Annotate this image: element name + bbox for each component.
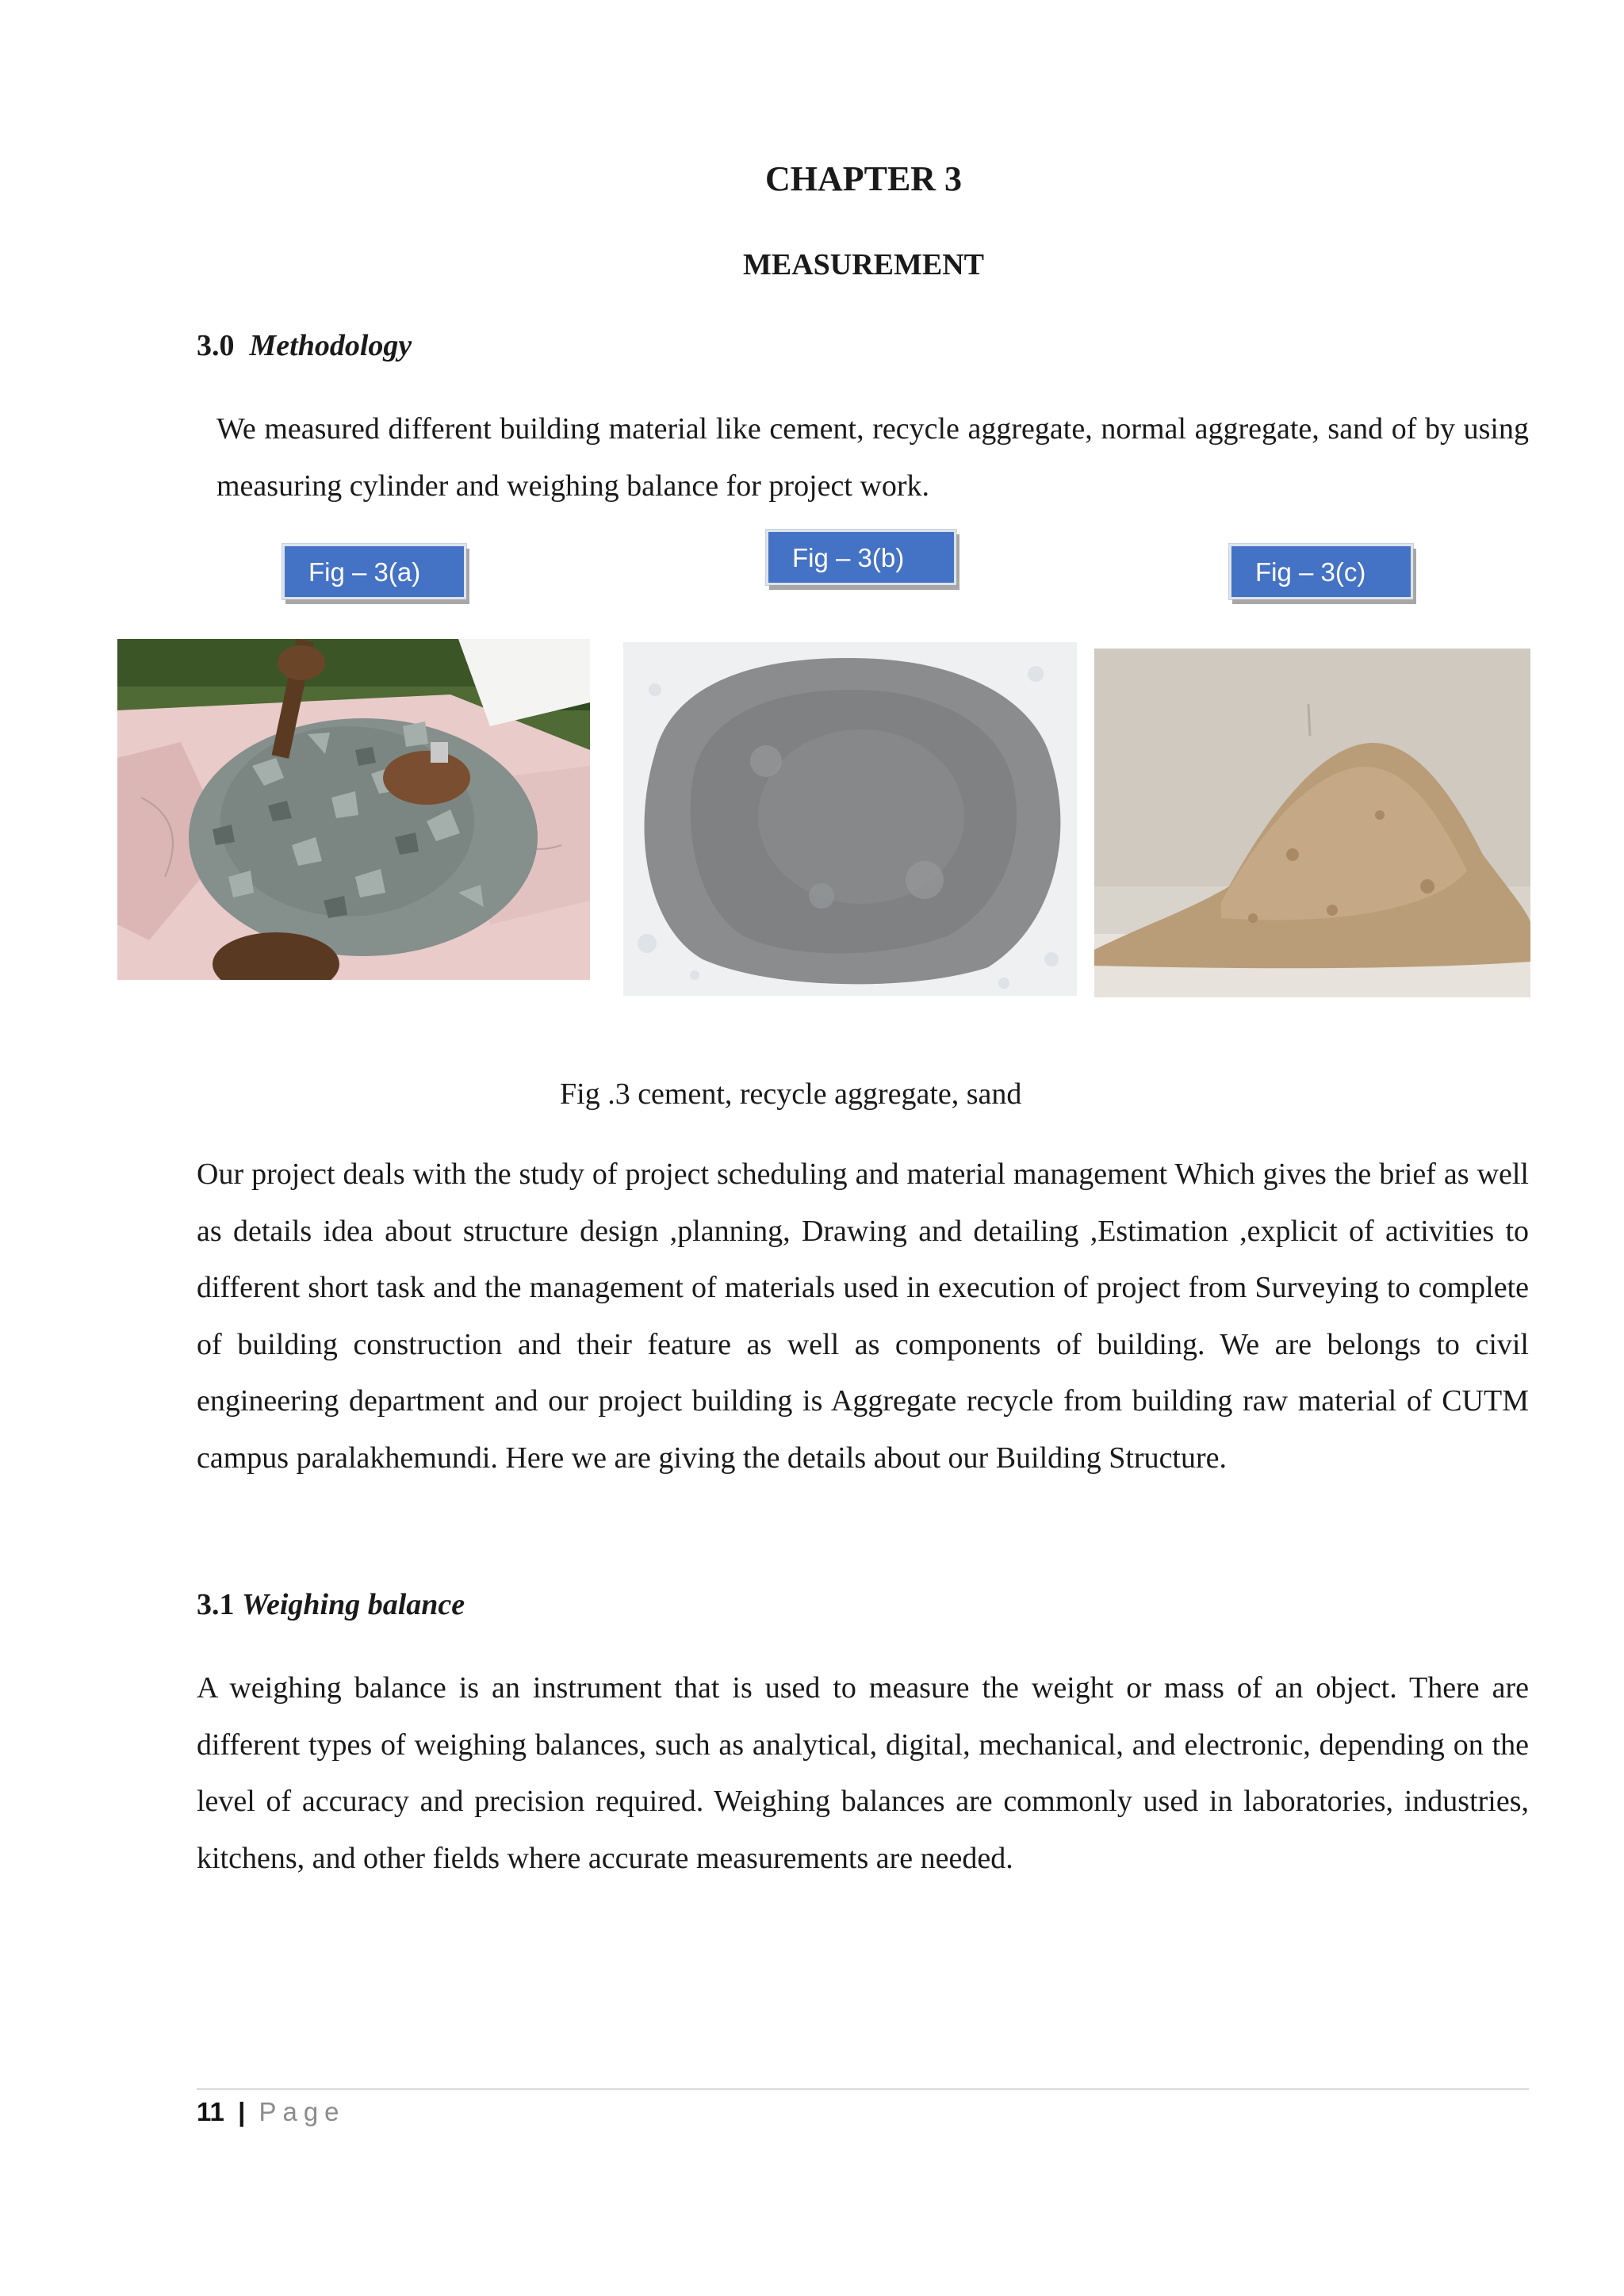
section-title: Methodology — [249, 329, 412, 362]
figure-image-cement — [623, 642, 1077, 996]
footer-separator: | — [238, 2097, 246, 2126]
chapter-heading: CHAPTER 3 — [764, 159, 963, 198]
footer-divider — [197, 2088, 1529, 2090]
figure-image-recycle-aggregate — [117, 639, 590, 980]
page-label: Page — [259, 2097, 346, 2126]
page-footer — [197, 2097, 346, 2127]
page-number: 11 — [197, 2097, 224, 2126]
figure-image-sand — [1094, 649, 1530, 997]
weighing-paragraph: A weighing balance is an instrument that is used to measure the weight or mass of an object. There are different types of weighing balances, such as analytical, digital, mechanical, and electronic, depending on the level of accuracy and precision required. Weighing balances are commonly used in laboratories, industries, kitchens, and other fields where accurate measurements are needed. — [197, 1671, 1529, 1875]
section-title: Weighing balance — [242, 1588, 465, 1621]
section-heading-weighing-balance — [197, 1587, 465, 1622]
figure-label-b: Fig – 3(b) — [766, 530, 956, 585]
figure-label-c: Fig – 3(c) — [1229, 544, 1413, 599]
project-paragraph: Our project deals with the study of project scheduling and material management Which gives the brief as well as details idea about structure design ,planning, Drawing and detailing ,Estimation ,explicit of activities to different short task and the management of materials used in execution of project from Surveying to complete of building construction and their feature as well as components of building. We are belongs to civil engineering department and our project building is Aggregate recycle from building raw material of CUTM campus paralakhemundi. Here we are giving the details about our Building Structure. — [197, 1158, 1529, 1475]
chapter-subtitle: MEASUREMENT — [742, 248, 985, 281]
section-number: 3.0 — [197, 329, 235, 362]
intro-paragraph: We measured different building material like cement, recycle aggregate, normal aggregate, sand of by using measuring cylinder and weighing balance for project work. — [216, 412, 1529, 503]
section-number: 3.1 — [197, 1588, 235, 1621]
figure-label-a: Fig – 3(a) — [282, 544, 466, 599]
figure-caption: Fig .3 cement, recycle aggregate, sand — [560, 1077, 1022, 1111]
section-heading-methodology — [197, 328, 412, 363]
